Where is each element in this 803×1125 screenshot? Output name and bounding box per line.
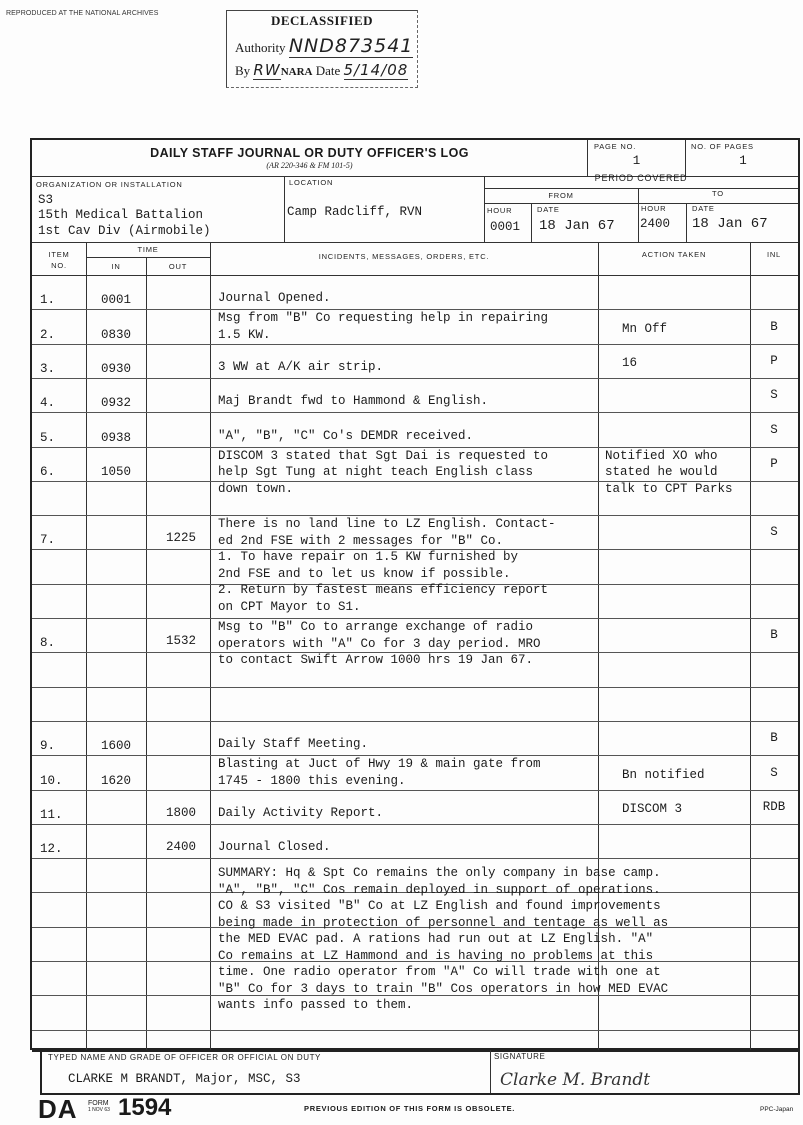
- stamp-title: DECLASSIFIED: [270, 13, 374, 28]
- to-hour-label: HOUR: [641, 204, 667, 213]
- org-line: 1st Cav Div (Airmobile): [38, 224, 211, 238]
- initials: B: [770, 731, 778, 746]
- to-date-label: DATE: [692, 204, 715, 213]
- incident-text: Journal Closed.: [218, 840, 331, 855]
- form-label: [88, 1100, 110, 1114]
- incident-text: Maj Brandt fwd to Hammond & English.: [218, 394, 489, 409]
- page-no-label: PAGE NO.: [594, 142, 637, 151]
- time-in: 1600: [100, 739, 131, 754]
- time-out: 1532: [166, 634, 197, 649]
- summary-line: SUMMARY: Hq & Spt Co remains the only company in base camp.: [218, 866, 661, 881]
- incident-text: 1. To have repair on 1.5 KW furnished by: [218, 550, 519, 565]
- time-in: 0930: [100, 361, 131, 376]
- form-number: 1594: [118, 1094, 172, 1121]
- row-rule: [32, 824, 798, 825]
- stamp-authority-line: [235, 35, 413, 57]
- from-hour-value: 0001: [490, 220, 521, 234]
- row-rule: [32, 1030, 798, 1031]
- item-number: 10.: [40, 773, 63, 788]
- form-title: DAILY STAFF JOURNAL OR DUTY OFFICER'S LOG: [150, 146, 469, 160]
- stamp-by-label: By: [235, 63, 251, 78]
- divider: [86, 257, 210, 258]
- initials: P: [770, 456, 778, 471]
- summary-line: wants info passed to them.: [218, 998, 414, 1013]
- action-taken: Mn Off: [622, 321, 668, 336]
- initials: B: [770, 319, 778, 334]
- action-taken: stated he would: [605, 465, 718, 479]
- signature-label: SIGNATURE: [494, 1052, 546, 1061]
- time-out: 1225: [166, 531, 197, 546]
- incident-text: Daily Activity Report.: [218, 805, 384, 820]
- divider: [284, 176, 285, 242]
- printer-mark: PPC-Japan: [760, 1106, 794, 1113]
- time-out: 2400: [166, 840, 197, 855]
- from-date-label: DATE: [537, 205, 560, 214]
- page-no-value: 1: [632, 154, 641, 168]
- incident-text: 2. Return by fastest means efficiency report: [218, 583, 549, 598]
- form-word: FORM: [88, 1100, 109, 1107]
- row-rule: [32, 344, 798, 345]
- to-hour-value: 2400: [640, 217, 671, 231]
- declassified-stamp: [226, 10, 418, 88]
- incident-text: Journal Opened.: [218, 291, 331, 306]
- item-number: 5.: [40, 430, 56, 445]
- row-rule: [32, 378, 798, 379]
- incident-text: 3 WW at A/K air strip.: [218, 359, 384, 374]
- archive-note: REPRODUCED AT THE NATIONAL ARCHIVES: [6, 10, 159, 17]
- summary-line: Co remains at LZ Hammond and is having no problems at this: [218, 948, 654, 963]
- org-line: S3: [38, 193, 54, 207]
- stamp-by-value: RW: [253, 61, 281, 79]
- row-rule: [32, 755, 798, 756]
- incident-text: ed 2nd FSE with 2 messages for "B" Co.: [218, 533, 504, 548]
- divider: [686, 203, 687, 242]
- incident-text: DISCOM 3 stated that Sgt Dai is requested to: [218, 448, 549, 463]
- incident-text: Msg to "B" Co to arrange exchange of radio: [218, 620, 534, 634]
- initials: B: [770, 628, 778, 643]
- previous-edition-note: PREVIOUS EDITION OF THIS FORM IS OBSOLETE.: [304, 1104, 516, 1113]
- divider: [490, 1050, 491, 1093]
- action-taken: Notified XO who: [605, 448, 718, 463]
- action-taken: DISCOM 3: [622, 801, 683, 816]
- da-mark: DA: [38, 1094, 78, 1124]
- to-date-value: 18 Jan 67: [692, 216, 768, 232]
- item-number: 7.: [40, 533, 56, 548]
- signature: Clarke M. Brandt: [500, 1070, 651, 1090]
- org-label: ORGANIZATION OR INSTALLATION: [36, 180, 183, 189]
- initials: S: [770, 765, 778, 780]
- time-in: 0932: [100, 396, 131, 411]
- action-header: ACTION TAKEN: [641, 250, 707, 259]
- incident-text: 1745 - 1800 this evening.: [218, 773, 406, 788]
- row-rule: [32, 858, 798, 859]
- column-divider: [146, 257, 147, 1050]
- item-number: 2.: [40, 327, 56, 342]
- footer-block: [40, 1050, 800, 1095]
- summary-line: CO & S3 visited "B" Co at LZ English and found improvements: [218, 899, 661, 914]
- item-number: 11.: [40, 807, 63, 822]
- divider: [531, 203, 532, 242]
- form-subtitle: (AR 220-346 & FM 101-5): [266, 161, 353, 170]
- incident-text: "A", "B", "C" Co's DEMDR received.: [218, 428, 474, 443]
- action-taken: Bn notified: [622, 767, 705, 782]
- incident-text: to contact Swift Arrow 1000 hrs 19 Jan 67.: [218, 653, 534, 667]
- item-number: 4.: [40, 396, 56, 411]
- item-number: 1.: [40, 293, 56, 308]
- action-taken: 16: [622, 355, 638, 370]
- item-number: 6.: [40, 464, 56, 479]
- inl-header: INL: [766, 250, 782, 259]
- time-header: TIME: [137, 245, 159, 254]
- to-label: TO: [712, 189, 724, 198]
- divider: [32, 242, 798, 243]
- incident-text: help Sgt Tung at night teach English class: [218, 465, 534, 479]
- incident-text: 2nd FSE and to let us know if possible.: [218, 566, 511, 581]
- no-of-pages-value: 1: [739, 154, 747, 168]
- initials: S: [770, 388, 778, 403]
- time-in: 0938: [100, 430, 131, 445]
- stamp-date-value: 5/14/08: [343, 61, 409, 79]
- from-hour-label: HOUR: [487, 206, 513, 215]
- incident-text: There is no land line to LZ English. Contact-: [218, 517, 556, 532]
- stamp-date-label: Date: [315, 63, 341, 78]
- stamp-authority-value: NND873541: [288, 35, 414, 57]
- item-number: 12.: [40, 842, 63, 857]
- incident-text: operators with "A" Co for 3 day period. MRO: [218, 636, 541, 651]
- action-taken: talk to CPT Parks: [605, 481, 733, 496]
- item-number: 9.: [40, 739, 56, 754]
- incident-text: 1.5 KW.: [218, 327, 271, 342]
- stamp-authority-label: Authority: [235, 40, 286, 55]
- period-covered-label: PERIOD COVERED: [594, 173, 688, 183]
- officer-name: CLARKE M BRANDT, Major, MSC, S3: [68, 1072, 301, 1086]
- summary-line: being made in protection of personnel and tentage as well as: [218, 915, 669, 930]
- initials: S: [770, 525, 778, 540]
- initials: S: [770, 422, 778, 437]
- in-header: IN: [111, 262, 121, 271]
- location-label: LOCATION: [289, 178, 334, 187]
- incident-text: on CPT Mayor to S1.: [218, 599, 361, 614]
- row-rule: [32, 790, 798, 791]
- incident-text: Msg from "B" Co requesting help in repairing: [218, 311, 549, 326]
- incidents-header: INCIDENTS, MESSAGES, ORDERS, ETC.: [318, 252, 490, 261]
- from-label: FROM: [548, 191, 574, 200]
- row-rule: [32, 721, 798, 722]
- location-value: Camp Radcliff, RVN: [287, 205, 423, 219]
- item-header: ITEM: [48, 250, 70, 259]
- incident-text: down town.: [218, 481, 294, 496]
- row-rule: [32, 309, 798, 310]
- summary-line: time. One radio operator from "A" Co will trade with one at: [218, 965, 661, 980]
- out-header: OUT: [168, 262, 188, 271]
- form-date: 1 NOV 63: [88, 1107, 110, 1113]
- time-in: 1620: [100, 773, 131, 788]
- initials: RDB: [762, 799, 786, 814]
- no-of-pages-label: NO. OF PAGES: [691, 142, 754, 151]
- incident-text: Daily Staff Meeting.: [218, 737, 369, 752]
- item-number: 3.: [40, 361, 56, 376]
- divider: [638, 188, 639, 242]
- stamp-nara-label: NARA: [280, 66, 313, 78]
- summary-line: "B" Co for 3 days to train "B" Cos operators in how MED EVAC: [218, 981, 669, 996]
- summary-line: "A", "B", "C" Cos remain deployed in support of operations.: [218, 882, 661, 897]
- row-rule: [32, 515, 798, 516]
- item-number: 8.: [40, 636, 56, 651]
- incident-text: Blasting at Juct of Hwy 19 & main gate from: [218, 757, 541, 772]
- summary-line: the MED EVAC pad. A rations had run out at LZ English. "A": [218, 932, 654, 947]
- org-line: 15th Medical Battalion: [38, 208, 204, 222]
- from-date-value: 18 Jan 67: [539, 218, 615, 234]
- time-in: 0830: [100, 327, 131, 342]
- row-rule: [32, 412, 798, 413]
- initials: P: [770, 353, 778, 368]
- row-rule: [32, 687, 798, 688]
- time-out: 1800: [166, 805, 197, 820]
- stamp-by-line: [235, 61, 408, 79]
- officer-label: TYPED NAME AND GRADE OF OFFICER OR OFFICIAL ON DUTY: [48, 1053, 321, 1062]
- time-in: 1050: [100, 464, 131, 479]
- divider: [484, 176, 485, 242]
- row-rule: [32, 618, 798, 619]
- time-in: 0001: [100, 293, 131, 308]
- no-header: NO.: [51, 261, 67, 270]
- column-divider: [210, 242, 211, 1050]
- journal-form: [30, 138, 800, 1050]
